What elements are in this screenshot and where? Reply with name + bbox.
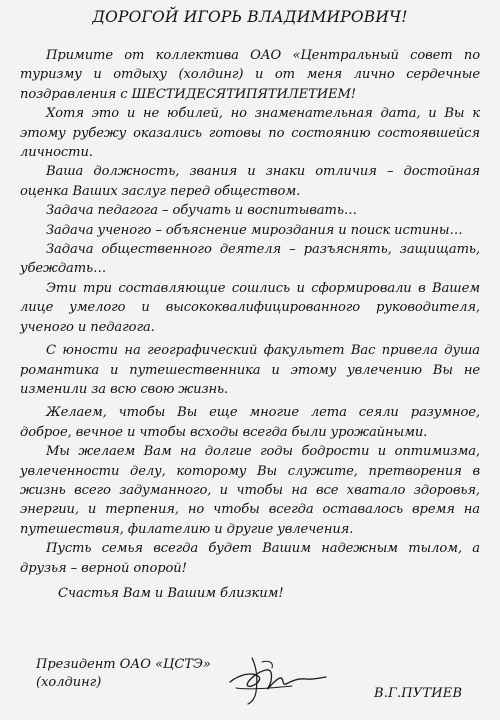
letter-body: [20, 46, 480, 603]
closing-line: Счастья Вам и Вашим близким!: [58, 585, 284, 601]
paragraph-scientist: Задача ученого – объяснение мироздания и поиск истины…: [46, 222, 463, 238]
paragraph-position: Ваша должность, звания и знаки отличия – достойная оценка Ваших заслуг перед обществом.: [20, 164, 480, 199]
paragraph-youth: С юности на географический факультет Вас привела душа романтика и путешественника и этому увлечению Вы не изменили за всю свою жизнь.: [20, 343, 480, 397]
paragraph-wish-sow: Желаем, чтобы Вы еще многие лета сеяли разумное, доброе, вечное и чтобы всходы всегда были урожайными.: [20, 405, 480, 440]
paragraph-family: Пусть семья всегда будет Вашим надежным тылом, а друзья – верной опорой!: [20, 541, 480, 576]
paragraph-three-components: Эти три составляющие сошлись и сформировали в Вашем лице умелого и высококвалифицированного руководителя, ученого и педагога.: [20, 280, 480, 335]
paragraph-greeting: Примите от коллектива ОАО «Центральный совет по туризму и отдыху (холдинг) и от меня лично сердечные поздравления с ШЕСТИДЕСЯТИПЯТИЛЕТИЕМ!: [20, 48, 480, 102]
salutation: ДОРОГОЙ ИГОРЬ ВЛАДИМИРОВИЧ!: [92, 8, 408, 26]
signatory-title: [36, 656, 211, 692]
signatory-position-line1: Президент ОАО «ЦСТЭ»: [36, 657, 211, 672]
signatory-position-line2: (холдинг): [36, 675, 102, 690]
paragraph-teacher: Задача педагога – обучать и воспитывать…: [46, 203, 357, 219]
paragraph-wish-health: Мы желаем Вам на долгие годы бодрости и оптимизма, увлеченности делу, которому Вы служите, претворения в жизнь всего задуманного, и чтобы на все хватало здоровья, энергии, и терпения, но чтобы всегда оставалось время на путешествия, филателию и другие увлечения.: [20, 444, 480, 537]
paragraph-date: Хотя это и не юбилей, но знаменательная дата, и Вы к этому рубежу оказались готовы по состоянию состоявшейся личности.: [20, 106, 480, 161]
handwritten-signature: [222, 652, 332, 708]
signatory-name: В.Г.ПУТИЕВ: [374, 686, 463, 701]
paragraph-public-figure: Задача общественного деятеля – разъяснять, защищать, убеждать…: [20, 242, 480, 277]
